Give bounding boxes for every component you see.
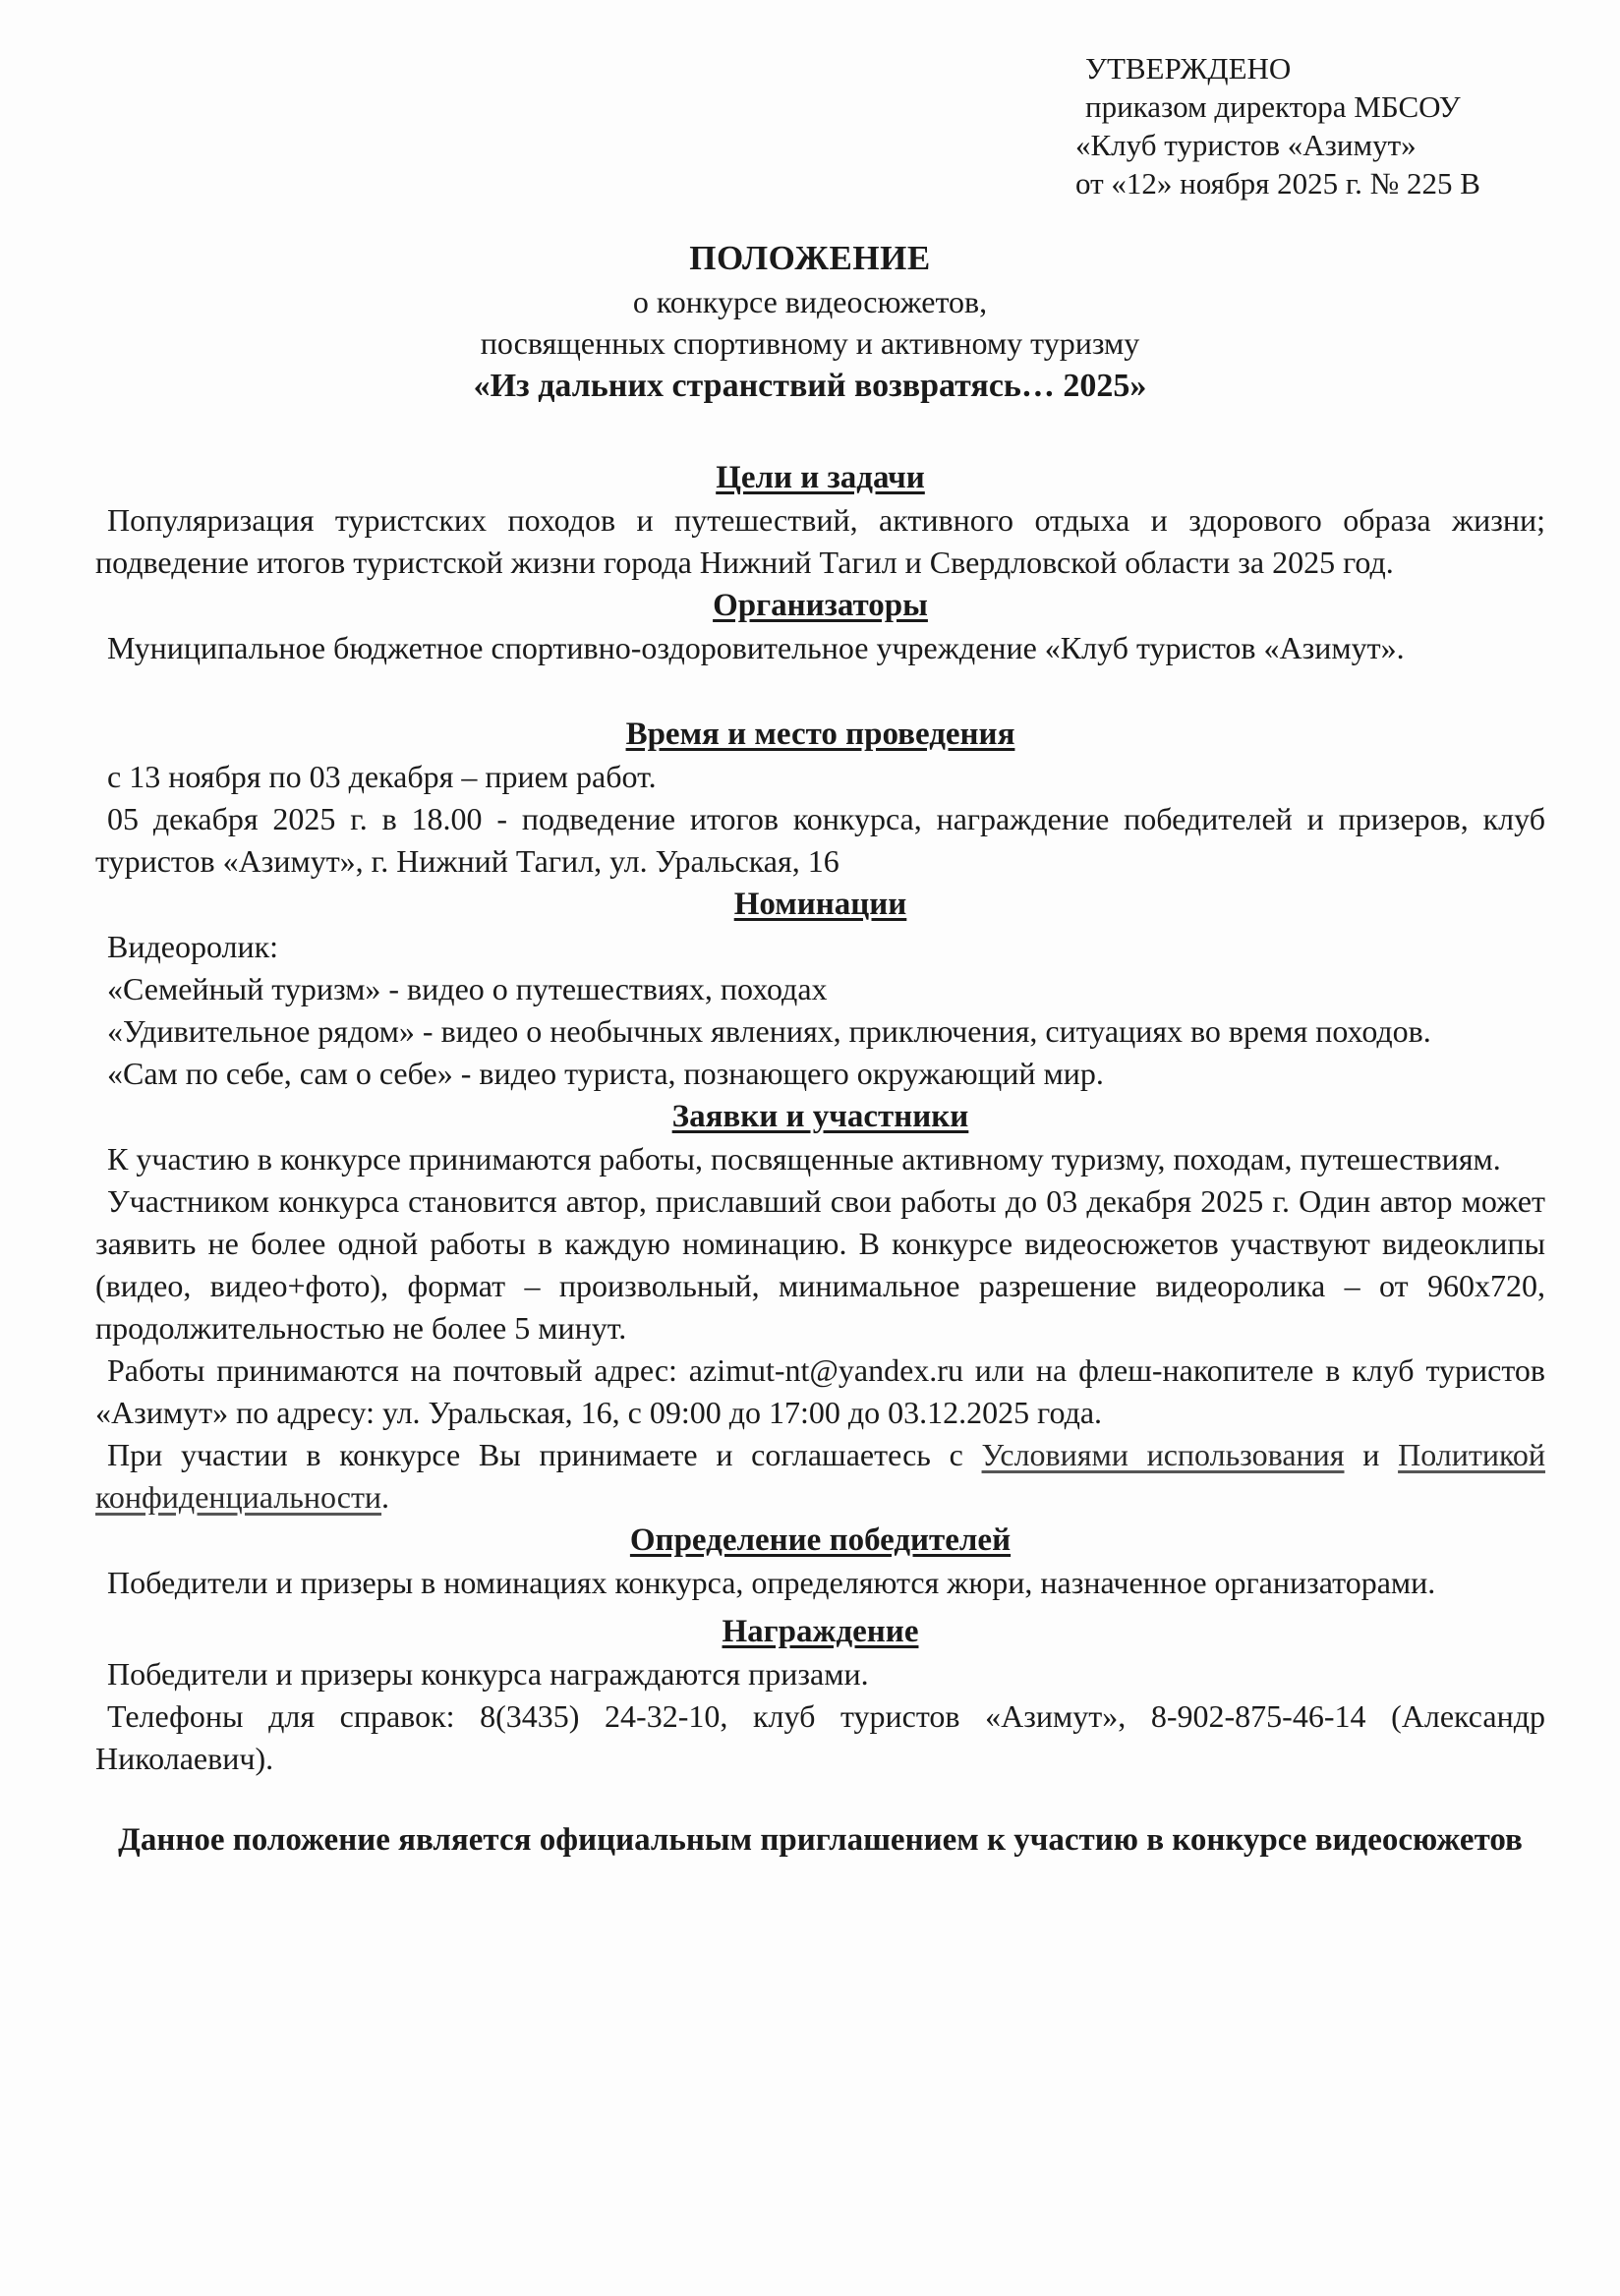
organizers-text: Муниципальное бюджетное спортивно-оздоровительное учреждение «Клуб туристов «Азимут». bbox=[107, 630, 1405, 665]
approval-date-number: от «12» ноября 2025 г. № 225 В bbox=[1075, 166, 1480, 201]
applications-paragraph-4 bbox=[95, 1434, 1545, 1519]
document-subtitle-2: посвященных спортивному и активному туризму bbox=[480, 325, 1140, 361]
consent-text-prefix: При участии в конкурсе Вы принимаете и соглашаетесь с bbox=[107, 1437, 982, 1472]
approval-heading: УТВЕРЖДЕНО bbox=[1085, 51, 1292, 86]
nomination-item: «Сам по себе, сам о себе» - видео туриста, познающего окружающий мир. bbox=[107, 1056, 1104, 1091]
goals-text: Популяризация туристских походов и путешествий, активного отдыха и здорового образа жизни; подведение итогов туристской жизни города Нижний Тагил и Свердловской области за 2025 год. bbox=[95, 502, 1545, 580]
approval-stamp bbox=[1075, 49, 1480, 202]
awards-text: Победители и призеры конкурса награждаются призами. bbox=[107, 1656, 869, 1692]
section-heading-applications: Заявки и участники bbox=[671, 1099, 969, 1134]
contest-name: «Из дальних странствий возвратясь… 2025» bbox=[473, 368, 1147, 404]
applications-paragraph-2: Участником конкурса становится автор, приславший свои работы до 03 декабря 2025 г. Один автор может заявить не более одной работы в каждую номинацию. В конкурсе видеосюжетов участвуют видеоклипы (видео, видео+фото), формат – произвольный, минимальное разрешение видеоролика – от 960х720, продолжительностью не более 5 минут. bbox=[95, 1183, 1545, 1346]
approval-organization: «Клуб туристов «Азимут» bbox=[1075, 128, 1417, 162]
section-heading-winners: Определение победителей bbox=[629, 1522, 1012, 1558]
official-invitation-statement: Данное положение является официальным приглашением к участию в конкурсе видеосюжетов bbox=[118, 1822, 1523, 1858]
section-heading-goals: Цели и задачи bbox=[716, 460, 925, 495]
nomination-item: «Удивительное рядом» - видео о необычных явлениях, приключения, ситуациях во время походов. bbox=[107, 1013, 1431, 1049]
nomination-item: «Семейный туризм» - видео о путешествиях, походах bbox=[107, 971, 828, 1006]
document-body bbox=[95, 456, 1545, 1865]
consent-text-suffix: . bbox=[381, 1479, 390, 1515]
time-place-line-2: 05 декабря 2025 г. в 18.00 - подведение итогов конкурса, награждение победителей и призеров, клуб туристов «Азимут», г. Нижний Тагил, ул. Уральская, 16 bbox=[95, 801, 1545, 879]
contacts-text: Телефоны для справок: 8(3435) 24-32-10, клуб туристов «Азимут», 8-902-875-46-14 (Александр Николаевич). bbox=[95, 1698, 1545, 1776]
terms-of-use-link[interactable]: Условиями использования bbox=[981, 1437, 1345, 1472]
privacy-policy-link[interactable]: Политикой конфиденциальности bbox=[95, 1437, 1546, 1515]
applications-paragraph-1: К участию в конкурсе принимаются работы, посвященные активному туризму, походам, путешествиям. bbox=[107, 1141, 1501, 1177]
approval-order: приказом директора МБСОУ bbox=[1085, 89, 1461, 124]
section-heading-nominations: Номинации bbox=[733, 887, 907, 922]
document-title: ПОЛОЖЕНИЕ bbox=[689, 239, 931, 277]
document-header bbox=[0, 236, 1620, 409]
applications-paragraph-3: Работы принимаются на почтовый адрес: azimut-nt@yandex.ru или на флеш-накопителе в клуб туристов «Азимут» по адресу: ул. Уральская, 16, с 09:00 до 17:00 до 03.12.2025 года. bbox=[95, 1352, 1545, 1430]
nominations-intro: Видеоролик: bbox=[107, 929, 279, 964]
section-heading-time-place: Время и место проведения bbox=[625, 717, 1015, 752]
consent-text-mid: и bbox=[1344, 1437, 1399, 1472]
section-heading-awards: Награждение bbox=[722, 1614, 919, 1649]
section-heading-organizers: Организаторы bbox=[713, 588, 928, 623]
winners-text: Победители и призеры в номинациях конкурса, определяются жюри, назначенное организаторами. bbox=[107, 1565, 1436, 1600]
time-place-line-1: с 13 ноября по 03 декабря – прием работ. bbox=[107, 759, 657, 794]
document-subtitle-1: о конкурсе видеосюжетов, bbox=[632, 284, 988, 319]
